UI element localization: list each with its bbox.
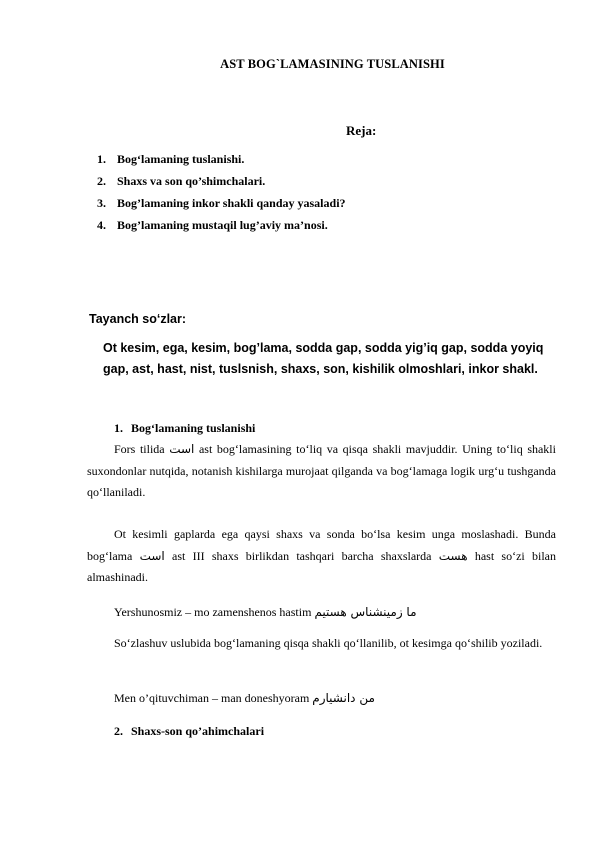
section-1-heading [114,421,255,436]
persian-phrase: من دانشیارم [312,691,375,705]
keywords-text: Ot kesim, ega, kesim, bog’lama, sodda gap, sodda yig’iq gap, sodda yoyiq gap, ast, hast, nist, tuslsnish, shaxs, son, kishilik olmoshlari, inkor shakl. [103,341,544,376]
document-title: AST BOG`LAMASINING TUSLANISHI [220,57,445,71]
text-run: Men o’qituvchiman – man doneshyoram [114,691,313,705]
plan-item-text: Bog’lamaning inkor shakli qanday yasaladi? [117,196,346,210]
section-2-heading [114,724,264,739]
persian-word: هست [438,548,468,563]
plan-item-number: 3. [97,196,106,210]
plan-item-number: 2. [97,174,106,188]
persian-phrase: ما زمینشناس هستیم [314,605,417,619]
plan-item [97,152,346,174]
text-run: ast III shaxs birlikdan tashqari barcha shaxslarda [164,548,439,563]
plan-item [97,174,346,196]
plan-heading: Reja: [346,123,377,138]
plan-item-number: 4. [97,218,106,232]
section-title: Bog‘lamaning tuslanishi [131,421,256,435]
plan-item-number: 1. [97,152,106,166]
persian-word: است [139,548,165,563]
example-2 [114,691,375,706]
paragraph-2 [87,524,556,589]
section-number: 2. [114,724,123,738]
text-run: ast bog‘lamasining to‘liq va qisqa shakli mavjuddir. Uning to‘liq shakli suxondonlar nutqida, notanish kishilarga murojaat qilganda va bog‘lamaga logik urg‘u tushganda qo‘llaniladi. [87,442,556,499]
plan-item [97,196,346,218]
plan-item-text: Shaxs va son qo’shimchalari. [117,174,266,188]
example-1 [114,605,417,620]
plan-item-text: Bog’lamaning mustaqil lug’aviy ma’nosi. [117,218,328,232]
text-run: Yershunosmiz – mo zamenshenos hastim [114,605,315,619]
paragraph-1 [87,439,556,504]
section-number: 1. [114,421,123,435]
plan-item [97,218,346,240]
section-title: Shaxs-son qo’ahimchalari [131,724,265,738]
plan-item-text: Bog‘lamaning tuslanishi. [117,152,245,166]
text-run: Ot kesimli gaplarda ega qaysi shaxs va sonda bo‘lsa kesim unga moslashadi. Bunda bog‘lama [87,527,556,563]
paragraph-3: So‘zlashuv uslubida bog‘lamaning qisqa shakli qo‘llanilib, ot kesimga qo‘shilib yoziladi. [114,636,543,650]
plan-list [97,152,346,240]
text-run: hast so‘zi bilan almashinadi. [87,548,556,584]
keywords-heading: Tayanch so‘zlar: [89,312,187,326]
text-run: Fors tilida [114,442,170,456]
persian-word: است [169,442,195,456]
